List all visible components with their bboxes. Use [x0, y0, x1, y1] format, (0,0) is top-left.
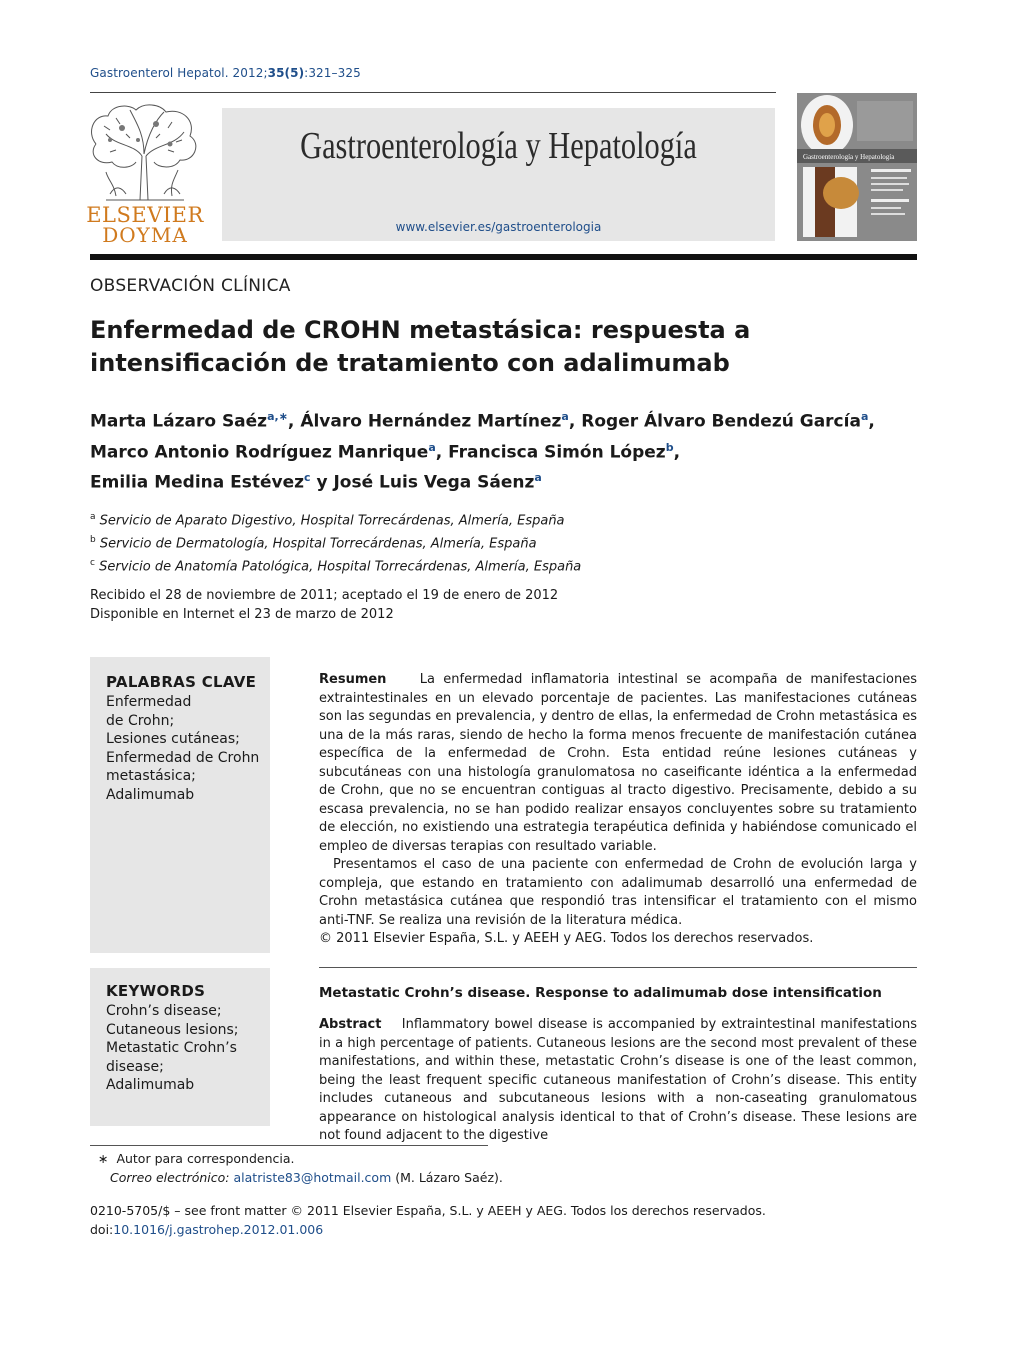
header-rule — [90, 92, 776, 93]
english-title: Metastatic Crohn’s disease. Response to adalimumab dose intensification — [319, 985, 882, 1001]
keywords-list — [106, 1002, 266, 1095]
author-affil-mark[interactable]: a — [428, 440, 436, 454]
citation-volume: 35(5) — [267, 66, 305, 80]
abstract-text: Inflammatory bowel disease is accompanied by extraintestinal manifestations in a high percentage of patients. Cutaneous lesions are the second most prevalent of these manifestations, and within these, metastatic Crohn’s disease is one of the least common, being the least frequent specific cutaneous manifestation of Crohn’s disease. This entity includes cutaneous and subcutaneous lesions with a non-caseating granulomatous appearance on histological analysis identical to that of Crohn’s disease. These lesions are not found adjacent to the digestive — [319, 1017, 918, 1143]
author-separator: y — [310, 472, 334, 493]
footnote-mark: ∗ — [98, 1151, 109, 1166]
header-thick-rule — [90, 254, 917, 260]
author-affil-mark[interactable]: b — [665, 440, 674, 454]
keyword-item: Lesiones cutáneas; — [106, 731, 240, 747]
cover-art-icon — [797, 93, 917, 241]
elsevier-logo — [86, 104, 204, 247]
doi-link[interactable]: 10.1016/j.gastrohep.2012.01.006 — [113, 1221, 324, 1237]
keyword-item: Crohn’s disease; — [106, 1003, 222, 1019]
keywords-box-en — [90, 968, 270, 1126]
keywords-heading: KEYWORDS — [106, 982, 206, 1000]
citation-journal: Gastroenterol Hepatol. 2012; — [90, 66, 268, 80]
author-name: Francisca Simón López — [448, 442, 666, 463]
author-affil-mark[interactable]: a — [561, 410, 569, 423]
resumen-copyright: © 2011 Elsevier España, S.L. y AEEH y AEG. Todos los derechos reservados. — [319, 931, 814, 946]
article-title: Enfermedad de CROHN metastásica: respuesta a intensificación de tratamiento con adalimumab — [90, 316, 751, 377]
author-affil-mark[interactable]: a — [534, 471, 542, 485]
keywords-box-es — [90, 657, 270, 953]
resumen-label: Resumen — [319, 672, 387, 687]
english-abstract — [319, 1016, 917, 1146]
abstract-label: Abstract — [319, 1017, 382, 1032]
journal-title: Gastroenterología y Hepatología — [300, 125, 697, 167]
keyword-item: Adalimumab — [106, 786, 195, 803]
journal-cover-thumbnail — [797, 93, 917, 241]
affiliations — [90, 508, 581, 576]
author-separator: , — [287, 411, 301, 432]
affiliation-item — [90, 554, 581, 577]
author-name: Roger Álvaro Bendezú García — [581, 411, 861, 432]
email-owner: (M. Lázaro Saéz). — [395, 1169, 503, 1185]
keyword-item: disease; — [106, 1058, 164, 1075]
author-affil-mark[interactable]: c — [304, 471, 311, 485]
keywords-heading: PALABRAS CLAVE — [106, 673, 257, 691]
keyword-item: Enfermedad — [106, 694, 192, 710]
doi-label: doi: — [90, 1221, 114, 1237]
abstract-divider — [319, 967, 917, 968]
affiliation-mark: a — [90, 512, 96, 522]
keywords-list — [106, 693, 266, 804]
author-separator: , — [435, 442, 449, 463]
journal-header — [222, 108, 775, 241]
correspondence-footnote — [98, 1150, 503, 1187]
affiliation-item — [90, 531, 581, 554]
journal-citation — [90, 66, 361, 80]
article-identifiers — [90, 1202, 766, 1239]
affiliation-text: Servicio de Anatomía Patológica, Hospital Torrecárdenas, Almería, España — [99, 558, 582, 574]
affiliation-text: Servicio de Aparato Digestivo, Hospital Torrecárdenas, Almería, España — [99, 513, 565, 529]
author-separator: , — [568, 411, 582, 432]
resumen-paragraph-2: Presentamos el caso de una paciente con enfermedad de Crohn de evolución larga y compleja, que estando en tratamiento con adalimumab desarrolló una enfermedad de Crohn metastásica cutánea que respondió tras intensificar el tratamiento con el mismo anti-TNF. Se realiza una revisión de la literatura médica. — [319, 857, 917, 928]
author-name: Álvaro Hernández Martínez — [300, 411, 562, 432]
author-name: José Luis Vega Sáenz — [333, 472, 535, 493]
affiliation-text: Servicio de Dermatología, Hospital Torrecárdenas, Almería, España — [99, 536, 537, 552]
keyword-item: Adalimumab — [106, 1077, 195, 1093]
email-label: Correo electrónico: — [110, 1169, 230, 1185]
journal-url-link[interactable]: www.elsevier.es/gastroenterologia — [395, 220, 602, 234]
section-label: OBSERVACIÓN CLÍNICA — [90, 276, 291, 296]
publisher-name-line2: DOYMA — [102, 223, 188, 247]
affiliation-mark: c — [90, 557, 95, 568]
author-name: Marta Lázaro Saéz — [90, 411, 268, 432]
keyword-item: Enfermedad de Crohn — [106, 749, 260, 766]
author-affil-mark[interactable]: a — [860, 410, 869, 423]
affiliation-item — [90, 508, 581, 531]
author-affil-mark[interactable]: a,∗ — [267, 410, 288, 423]
keyword-item: Metastatic Crohn’s — [106, 1040, 237, 1056]
author-separator: , — [868, 411, 875, 432]
publisher-name-line1: ELSEVIER — [86, 203, 204, 227]
resumen-paragraph-1: La enfermedad inflamatoria intestinal se acompaña de manifestaciones extraintestinales en un elevado porcentaje de pacientes. Las manifestaciones cutáneas son las segundas en prevalencia, y dentro de ellas, la enfermedad de Crohn metastásica es una de la más raras, siendo de hecho la forma menos frecuente de manifestación cutánea específica de la enfermedad de Crohn. Esta entidad reúne lesiones cutáneas y subcutáneas con una histología granulomatosa no caseificante idéntica a la enfermedad de Crohn, que no se encuentran contiguas al tracto digestivo. Precisamente, debido a su escasa prevalencia, no se han podido realizar ensayos concluyentes sobre su tratamiento de elección, no existiendo una estrategia terapéutica definida y habiéndose comunicado el empleo de diversas terapias con resultado variable. — [319, 672, 917, 854]
resumen — [319, 671, 917, 949]
cover-banner: Gastroenterología y Hepatología — [803, 153, 895, 161]
keyword-item: metastásica; — [106, 768, 196, 784]
tree-icon — [86, 104, 204, 202]
footnote-text: Autor para correspondencia. — [116, 1151, 295, 1166]
author-name: Emilia Medina Estévez — [90, 472, 305, 493]
author-separator: , — [673, 442, 681, 463]
keyword-item: Cutaneous lesions; — [106, 1021, 239, 1038]
affiliation-mark: b — [90, 534, 96, 545]
keyword-item: de Crohn; — [106, 712, 175, 729]
author-list — [90, 404, 920, 496]
online-date: Disponible en Internet el 23 de marzo de 2012 — [90, 607, 394, 622]
citation-pages: :321–325 — [304, 66, 361, 80]
author-name: Marco Antonio Rodríguez Manrique — [90, 442, 429, 463]
article-dates — [90, 586, 558, 624]
email-link[interactable]: alatriste83@hotmail.com — [233, 1169, 392, 1185]
issn-line: 0210-5705/$ – see front matter © 2011 Elsevier España, S.L. y AEEH y AEG. Todos los derechos reservados. — [90, 1203, 766, 1218]
footnote-rule — [90, 1145, 488, 1146]
received-date: Recibido el 28 de noviembre de 2011; aceptado el 19 de enero de 2012 — [90, 588, 559, 603]
